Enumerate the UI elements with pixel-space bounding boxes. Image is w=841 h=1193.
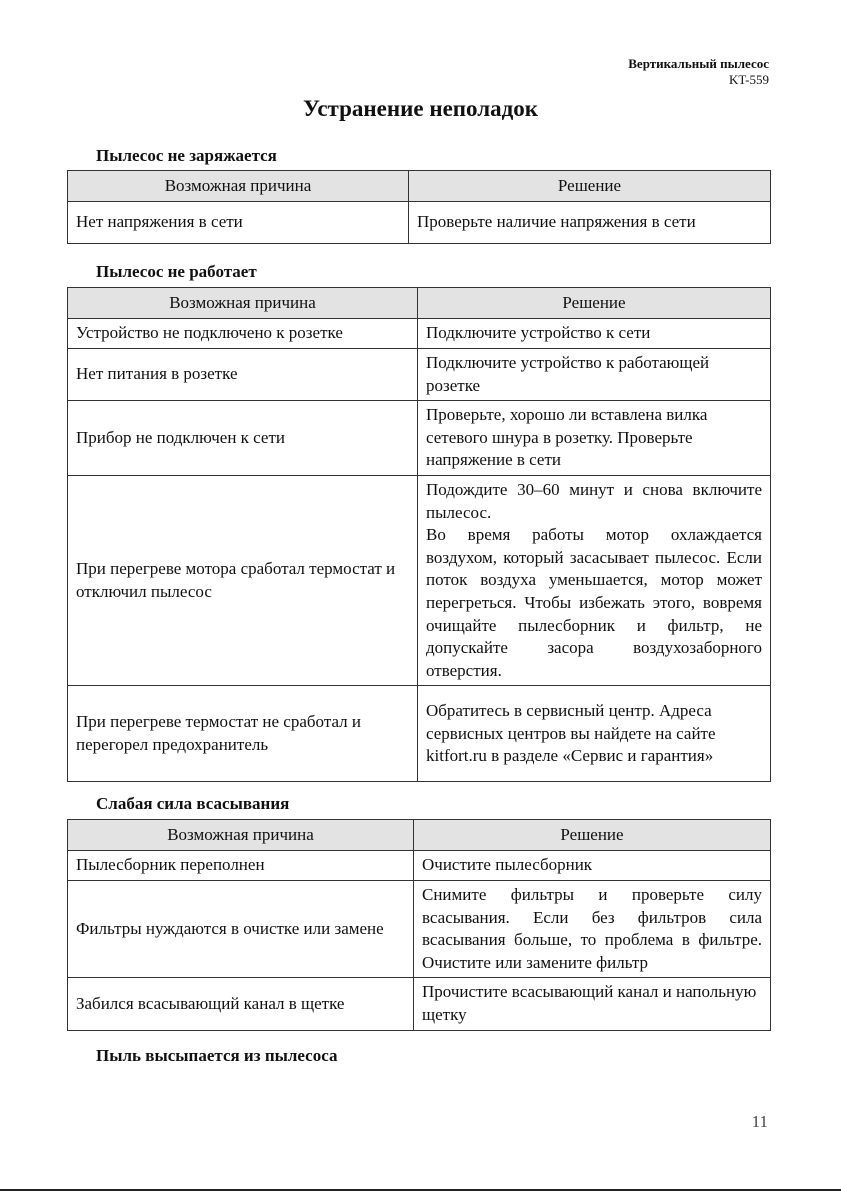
cause-cell: Нет напряжения в сети (68, 202, 409, 244)
model-number: KT-559 (729, 72, 769, 87)
product-name: Вертикальный пылесос (628, 56, 769, 71)
solution-cell: Подключите устройство к работающей розетке (418, 349, 771, 401)
cause-cell: Пылесборник переполнен (68, 851, 414, 881)
solution-text-continued: Во время работы мотор охлаждается воздухом, который засасывает пылесос. Если поток воздуха уменьшается, мотор может перегреться. Чтобы избежать этого, вовремя очищайте пылесборник и фильтр, не допускайте засора воздухозаборного отверстия. (426, 525, 762, 680)
cause-cell: Забился всасывающий канал в щетке (68, 978, 414, 1030)
cause-cell: Нет питания в розетке (68, 349, 418, 401)
cause-cell: Прибор не подключен к сети (68, 401, 418, 476)
cause-cell: Фильтры нуждаются в очистке или замене (68, 881, 414, 978)
table-row (68, 978, 771, 1030)
solution-cell: Проверьте наличие напряжения в сети (409, 202, 771, 244)
troubleshoot-table-not-charging (67, 170, 771, 244)
table-header-row (68, 820, 771, 851)
solution-cell: Обратитесь в сервисный центр. Адреса сервисных центров вы найдете на сайте kitfort.ru в разделе «Сервис и гарантия» (418, 686, 771, 782)
solution-cell: Очистите пылесборник (414, 851, 771, 881)
solution-cell: Подключите устройство к сети (418, 319, 771, 349)
section-heading-dust-leaks: Пыль высыпается из пылесоса (96, 1046, 338, 1065)
column-header-solution: Решение (409, 171, 771, 202)
table-row (68, 851, 771, 881)
column-header-cause: Возможная причина (68, 171, 409, 202)
column-header-cause: Возможная причина (68, 820, 414, 851)
table-row (68, 881, 771, 978)
table-header-row (68, 171, 771, 202)
cause-cell: Устройство не подключено к розетке (68, 319, 418, 349)
solution-cell: Проверьте, хорошо ли вставлена вилка сетевого шнура в розетку. Проверьте напряжение в сети (418, 401, 771, 476)
section-heading-not-charging: Пылесос не заряжается (96, 146, 277, 165)
column-header-solution: Решение (418, 288, 771, 319)
table-row (68, 319, 771, 349)
solution-cell (418, 475, 771, 685)
section-heading-weak-suction: Слабая сила всасывания (96, 794, 290, 813)
table-row (68, 686, 771, 782)
table-row (68, 349, 771, 401)
troubleshoot-table-not-working (67, 287, 771, 782)
running-header (628, 56, 769, 88)
table-header-row (68, 288, 771, 319)
bottom-divider (0, 1189, 841, 1191)
table-row (68, 401, 771, 476)
troubleshoot-table-weak-suction (67, 819, 771, 1031)
page-number: 11 (751, 1112, 768, 1131)
table-row (68, 202, 771, 244)
solution-cell: Снимите фильтры и проверьте силу всасывания. Если без фильтров сила всасывания больше, то проблема в фильтре. Очистите или замените фильтр (414, 881, 771, 978)
table-row (68, 475, 771, 685)
cause-cell: При перегреве термостат не сработал и перегорел предохранитель (68, 686, 418, 782)
solution-text: Подождите 30–60 минут и снова включите пылесос. (426, 479, 762, 522)
section-heading-not-working: Пылесос не работает (96, 262, 257, 281)
column-header-solution: Решение (414, 820, 771, 851)
page-title: Устранение неполадок (302, 96, 539, 121)
column-header-cause: Возможная причина (68, 288, 418, 319)
solution-cell: Прочистите всасывающий канал и напольную щетку (414, 978, 771, 1030)
cause-cell: При перегреве мотора сработал термостат и отключил пылесос (68, 475, 418, 685)
